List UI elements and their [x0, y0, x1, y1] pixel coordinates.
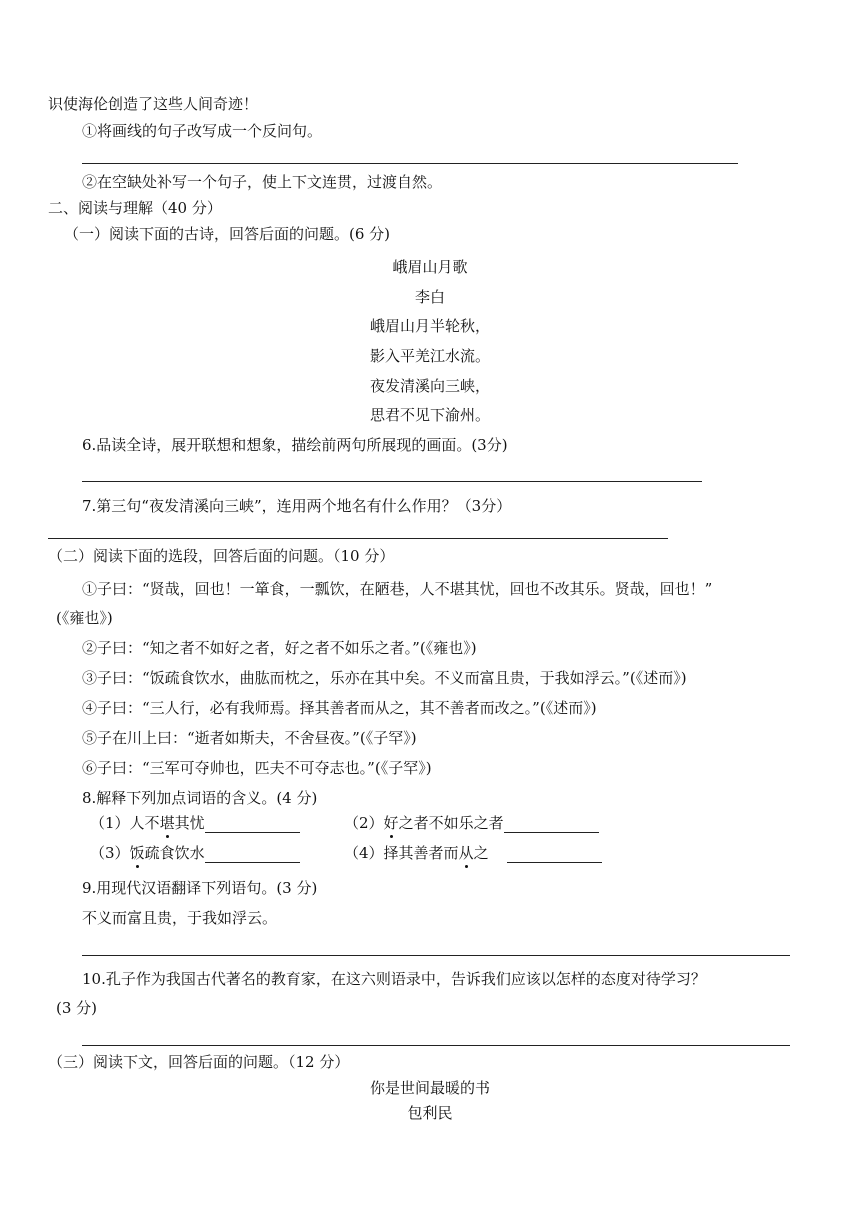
item-number: （1） — [90, 814, 130, 832]
question-rewrite: ①将画线的句子改写成一个反问句。 — [82, 122, 323, 140]
question-6: 6.品读全诗，展开联想和想象，描绘前两句所展现的画面。(3分) — [82, 436, 508, 454]
answer-blank — [205, 846, 300, 863]
part1-heading: （一）阅读下面的古诗，回答后面的问题。(6 分) — [64, 225, 391, 243]
poem-line: 影入平羌江水流。 — [369, 347, 490, 365]
item-number: （3） — [90, 844, 130, 862]
answer-line — [82, 1045, 790, 1046]
item-text: 择其善者而 — [383, 844, 459, 862]
analects-quote-6: ⑥子曰：“三军可夺帅也，匹夫不可夺志也。”(《子罕》) — [82, 759, 432, 777]
poem-title: 峨眉山月歌 — [392, 258, 468, 276]
analects-quote-3: ③子曰：“饭疏食饮水，曲肱而枕之，乐亦在其中矣。不义而富且贵，于我如浮云。”(《述而》) — [82, 669, 687, 687]
analects-quote-1: ①子曰：“贤哉，回也！一箪食，一瓢饮，在陋巷，人不堪其忧，回也不改其乐。贤哉，回也！” — [82, 580, 713, 598]
word-item-2 — [344, 813, 599, 833]
item-text: 人不 — [129, 814, 160, 832]
article-title: 你是世间最暖的书 — [369, 1079, 490, 1097]
question-9: 9.用现代汉语翻译下列语句。(3 分) — [82, 879, 318, 897]
item-text: 之者不如乐之者 — [398, 814, 504, 832]
answer-line — [48, 538, 668, 539]
word-item-3 — [90, 843, 300, 863]
analects-quote-5: ⑤子在川上曰：“逝者如斯夫，不舍昼夜。”(《子罕》) — [82, 729, 417, 747]
answer-line — [82, 481, 702, 482]
dotted-word: 饭 — [129, 844, 145, 862]
poem-line: 峨眉山月半轮秋， — [369, 317, 490, 335]
dotted-word: 从 — [458, 844, 474, 862]
item-text: 疏食饮水 — [144, 844, 205, 862]
question-10-points: (3 分) — [56, 999, 98, 1017]
item-text: 之 — [473, 844, 489, 862]
poem-line: 夜发清溪向三峡， — [369, 377, 490, 395]
question-10: 10.孔子作为我国古代著名的教育家，在这六则语录中，告诉我们应该以怎样的态度对待学习？ — [82, 970, 706, 988]
answer-line — [82, 955, 790, 956]
part3-heading: （三）阅读下文，回答后面的问题。（12 分） — [48, 1053, 350, 1071]
question-7: 7.第三句“夜发清溪向三峡”，连用两个地名有什么作用？（3分） — [82, 497, 512, 515]
answer-blank — [504, 816, 599, 833]
analects-quote-4: ④子曰：“三人行，必有我师焉。择其善者而从之，其不善者而改之。”(《述而》) — [82, 699, 597, 717]
passage-continuation: 识使海伦创造了这些人间奇迹！ — [48, 95, 259, 113]
answer-blank — [205, 816, 300, 833]
analects-quote-1-source: (《雍也》) — [56, 609, 113, 627]
analects-quote-2: ②子曰：“知之者不如好之者，好之者不如乐之者。”(《雍也》) — [82, 639, 477, 657]
answer-blank — [507, 846, 602, 863]
poem-line: 思君不见下渝州。 — [369, 406, 490, 424]
item-text: 其忧 — [174, 814, 205, 832]
section-heading: 二、阅读与理解（40 分） — [48, 199, 222, 217]
answer-line — [82, 163, 738, 164]
item-number: （4） — [344, 844, 384, 862]
article-author: 包利民 — [407, 1104, 453, 1122]
item-number: （2） — [344, 814, 384, 832]
question-fill-sentence: ②在空缺处补写一个句子，使上下文连贯，过渡自然。 — [82, 173, 443, 191]
dotted-word: 堪 — [159, 814, 175, 832]
word-item-1 — [90, 813, 300, 833]
dotted-word: 好 — [383, 814, 399, 832]
part2-heading: （二）阅读下面的选段，回答后面的问题。（10 分） — [48, 547, 395, 565]
translate-sentence: 不义而富且贵，于我如浮云。 — [82, 909, 278, 927]
poem-author: 李白 — [414, 288, 445, 306]
word-item-4 — [344, 843, 602, 863]
question-8: 8.解释下列加点词语的含义。(4 分) — [82, 789, 318, 807]
